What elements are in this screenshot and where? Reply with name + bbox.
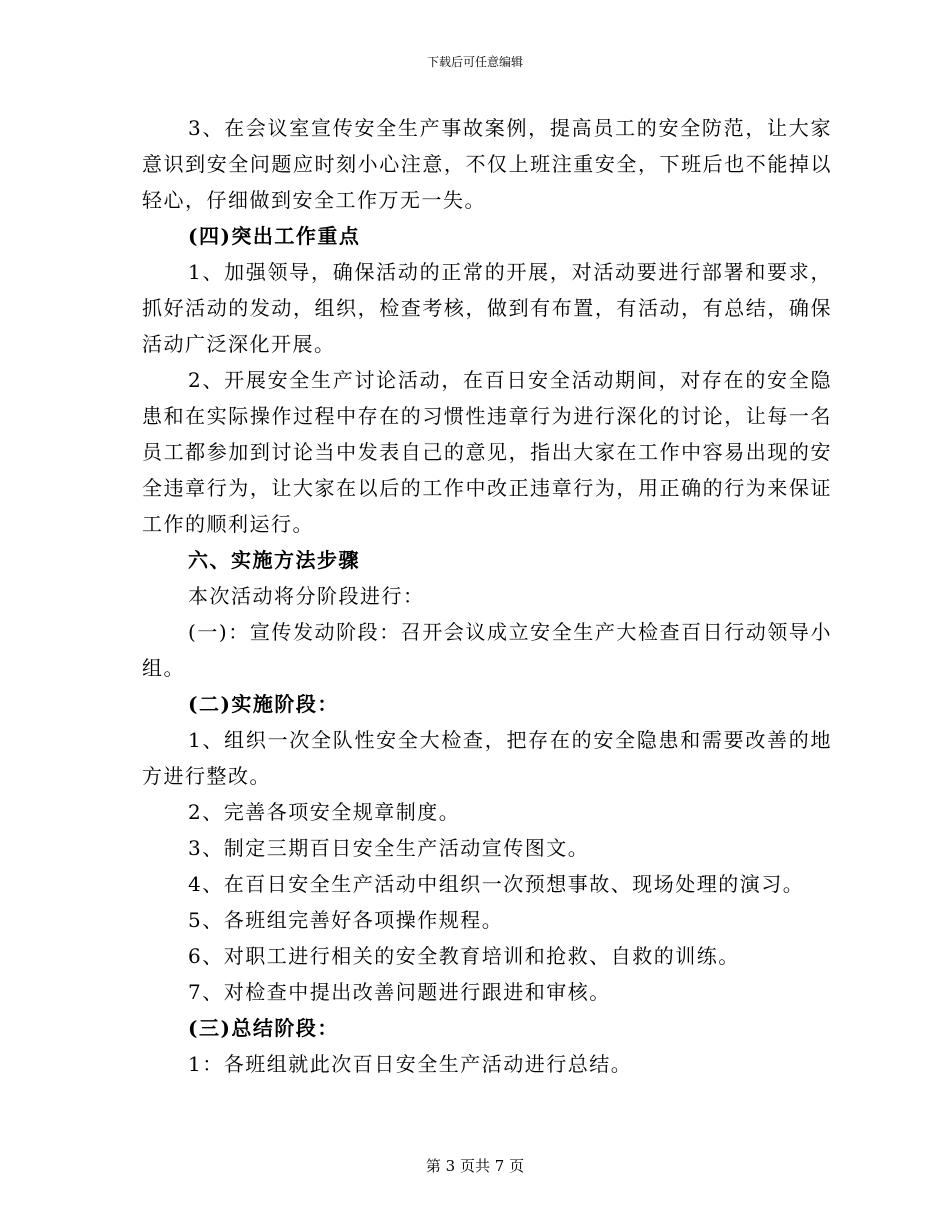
- list-item-1: 1、组织一次全队性安全大检查，把存在的安全隐患和需要改善的地方进行整改。: [142, 728, 832, 788]
- list-item-4: 4、在百日安全生产活动中组织一次预想事故、现场处理的演习。: [188, 872, 805, 896]
- subheading-phase-2: (二)实施阶段：: [188, 692, 339, 716]
- section-heading-4: (四)突出工作重点: [188, 224, 361, 248]
- paragraph-item-3-promotion: 3、在会议室宣传安全生产事故案例，提高员工的安全防范，让大家意识到安全问题应时刻小心注意，不仅上班注重安全，下班后也不能掉以轻心，仔细做到安全工作万无一失。: [142, 116, 832, 212]
- list-item-2: 2、完善各项安全规章制度。: [188, 800, 461, 824]
- list-item-5: 5、各班组完善好各项操作规程。: [188, 908, 504, 932]
- document-body: [142, 110, 832, 1082]
- page-footer: 第 3 页共 7 页: [425, 1157, 525, 1175]
- page-header: 下载后可任意编辑: [426, 55, 523, 69]
- paragraph-phase-1: (一)：宣传发动阶段：召开会议成立安全生产大检查百日行动领导小组。: [142, 620, 832, 680]
- list-item-7: 7、对检查中提出改善问题进行跟进和审核。: [188, 980, 611, 1004]
- paragraph-item-2-discussion: 2、开展安全生产讨论活动，在百日安全活动期间，对存在的安全隐患和在实际操作过程中存在的习惯性违章行为进行深化的讨论，让每一名员工都参加到讨论当中发表自己的意见，指出大家在工作中容易出现的安全违章行为，让大家在以后的工作中改正违章行为，用正确的行为来保证工作的顺利运行。: [142, 368, 832, 536]
- list-item-6: 6、对职工进行相关的安全教育培训和抢救、自救的训练。: [188, 944, 740, 968]
- list-item-summary-1: 1：各班组就此次百日安全生产活动进行总结。: [188, 1052, 633, 1076]
- subheading-phase-3: (三)总结阶段：: [188, 1016, 339, 1040]
- section-heading-6: 六、实施方法步骤: [188, 548, 360, 572]
- list-item-3: 3、制定三期百日安全生产活动宣传图文。: [188, 836, 590, 860]
- paragraph-intro: 本次活动将分阶段进行：: [188, 584, 425, 608]
- paragraph-item-1-leadership: 1、加强领导，确保活动的正常的开展，对活动要进行部署和要求，抓好活动的发动，组织，检查考核，做到有布置，有活动，有总结，确保活动广泛深化开展。: [142, 260, 832, 356]
